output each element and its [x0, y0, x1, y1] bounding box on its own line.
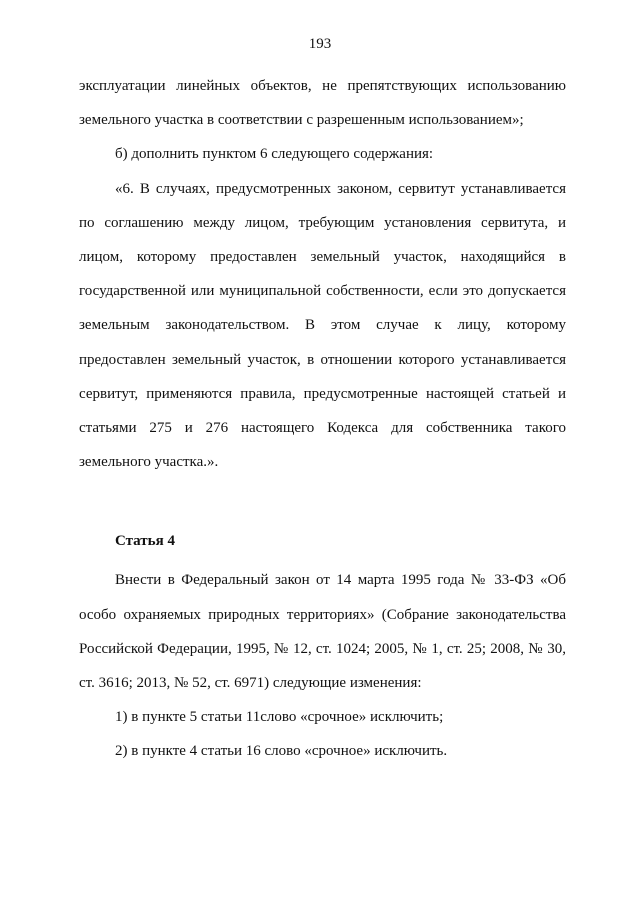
document-body	[79, 69, 566, 769]
text-line: Российской Федерации, 1995, № 12, ст. 1024; 2005, № 1, ст. 25; 2008, № 30,	[79, 640, 566, 657]
text-line: ст. 3616; 2013, № 52, ст. 6971) следующие изменения:	[79, 675, 422, 692]
text-line: земельным законодательством. В этом случае к лицу, которому	[79, 317, 566, 334]
text-line: земельного участка.».	[79, 454, 219, 471]
article-heading: Статья 4	[115, 533, 175, 550]
quoted-paragraph-start: «6. В случаях, предусмотренных законом, сервитут устанавливается	[115, 180, 566, 197]
text-line: б) дополнить пунктом 6 следующего содержания:	[115, 146, 434, 163]
text-line: особо охраняемых природных территориях» (Собрание законодательства	[79, 606, 566, 623]
section-gap	[79, 479, 566, 513]
list-item: 1) в пункте 5 статьи 11слово «срочное» исключить;	[115, 709, 444, 726]
text-line: сервитут, применяются правила, предусмотренные настоящей статьей и	[79, 385, 566, 402]
text-line: Внести в Федеральный закон от 14 марта 1995 года № 33-ФЗ «Об	[115, 572, 566, 589]
list-item: 2) в пункте 4 статьи 16 слово «срочное» исключить.	[115, 743, 448, 760]
text-line: статьями 275 и 276 настоящего Кодекса для собственника такого	[79, 420, 566, 437]
text-line: эксплуатации линейных объектов, не препятствующих использованию	[79, 78, 566, 94]
text-line: государственной или муниципальной собственности, если это допускается	[79, 283, 566, 300]
text-line: по соглашению между лицом, требующим установления сервитута, и	[79, 214, 566, 231]
page-number: 193	[308, 36, 332, 52]
text-line: предоставлен земельный участок, в отношении которого устанавливается	[79, 351, 566, 368]
text-line: земельного участка в соответствии с разрешенным использованием»;	[79, 112, 524, 129]
text-line: лицом, которому предоставлен земельный участок, находящийся в	[79, 249, 566, 266]
